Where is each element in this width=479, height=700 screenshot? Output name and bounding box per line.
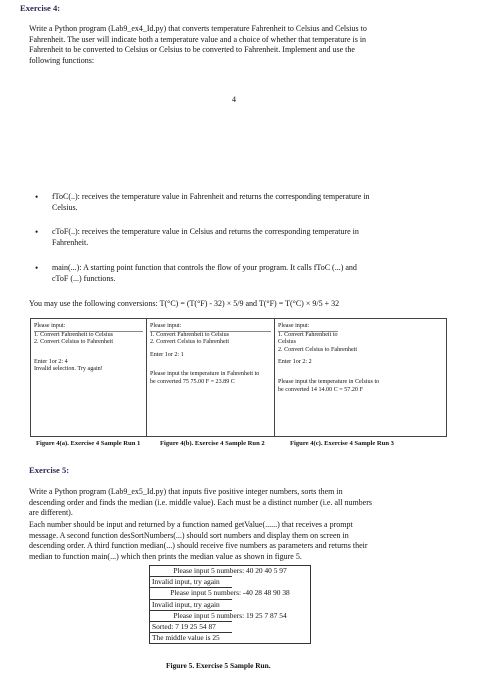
- console-line: Please input:: [34, 323, 66, 329]
- para-line: descending order. A third function median(...) should receive five numbers as parameters and returns their: [29, 541, 368, 551]
- bullet-main: [35, 263, 438, 284]
- run-line: Invalid input, try again: [150, 576, 232, 588]
- run-line: Please input 5 numbers: -40 28 48 90 38: [170, 588, 290, 598]
- run-line: Please input 5 numbers: 19 25 7 87 54: [173, 610, 287, 620]
- bullet-ftoc: [35, 192, 438, 213]
- console-line: 1. Convert Fahrenheit to Celsius: [150, 331, 271, 340]
- figure-4a-caption: Figure 4(a). Exercise 4 Sample Run 1: [36, 440, 141, 447]
- intro-line: Fahrenheit to be converted to Celsius or Celsius to be converted to Fahrenheit. Implement and use the: [29, 45, 355, 55]
- console-line: be converted 14 14.00 C = 57.20 F: [278, 386, 363, 393]
- bullet-line: cToF (...) functions.: [52, 273, 116, 283]
- run-line: Invalid input, try again: [150, 599, 232, 611]
- run-line: The middle value is 25: [150, 633, 248, 644]
- figure-5-caption: Figure 5. Exercise 5 Sample Run.: [166, 661, 271, 670]
- bullet-line: main(...): A starting point function that controls the flow of your program. It calls fToC (...) and: [52, 263, 357, 272]
- console-line: 1. Convert Fahrenheit to Celsius: [278, 331, 338, 346]
- bullet-dot: •: [35, 227, 39, 237]
- para-line: Each number should be input and returned by a function named getValue(......) that receives a prompt: [29, 520, 353, 529]
- bullet-line: fToC(..): receives the temperature value in Fahrenheit and returns the corresponding temperature in: [52, 192, 370, 201]
- exercise-4-intro: [29, 24, 449, 66]
- para-line: median to function main(...) which then prints the median value as shown in figure 5.: [29, 551, 302, 561]
- conversion-formula: You may use the following conversions: T(°C) = (T(°F) - 32) × 5/9 and T(°F) = T(°C) × 9/5 + 32: [29, 299, 340, 308]
- console-line: [34, 347, 143, 359]
- figure-4b-box: [146, 318, 275, 437]
- intro-line: Write a Python program (Lab9_ex4_Id.py) that converts temperature Fahrenheit to Celsius and Celsius to: [29, 24, 367, 33]
- console-line: Please input:: [150, 323, 182, 329]
- console-line: 2. Convert Celsius to Fahrenheit: [150, 339, 230, 346]
- bullet-ctof: [35, 227, 438, 248]
- console-line: be converted 75 75.00 F = 23.89 C: [150, 378, 235, 385]
- para-line: descending order and finds the median (i.e. middle value). Each must be a distinct number (i.e. all numbers: [29, 497, 373, 507]
- para-line: Write a Python program (Lab9_ex5_Id.py) that inputs five positive integer numbers, sorts them in: [29, 487, 343, 496]
- run-line: Please input 5 numbers: 40 20 40 5 97: [173, 566, 287, 575]
- console-line: [150, 359, 271, 371]
- bullet-line: cToF(..): receives the temperature value in Celsius and returns the corresponding temperature in: [52, 227, 359, 236]
- figure-4c-caption: Figure 4(c). Exercise 4 Sample Run 3: [290, 440, 394, 447]
- intro-line: following functions:: [29, 55, 95, 65]
- bullet-dot: •: [35, 192, 39, 202]
- figure-5-box: [149, 565, 311, 644]
- console-line: 2. Convert Celsius to Fahrenheit: [278, 346, 358, 353]
- console-line: Please input:: [278, 323, 310, 329]
- exercise-5-para2: [29, 520, 449, 562]
- bullet-line: Celsius.: [52, 202, 78, 212]
- intro-line: Fahrenheit. The user will indicate both a temperature value and a choice of whether that temperature is in: [29, 34, 367, 44]
- para-line: are different).: [29, 508, 73, 518]
- run-line: Sorted: 7 19 25 54 87: [150, 621, 232, 633]
- figure-4c-box: [274, 318, 447, 437]
- console-line: 2. Convert Celsius to Fahrenheit: [34, 339, 114, 346]
- page-number: 4: [232, 95, 236, 104]
- console-line: Invalid selection. Try again!: [34, 366, 103, 373]
- bullet-dot: •: [35, 263, 39, 273]
- exercise-5-para1: [29, 487, 449, 519]
- console-line: [278, 367, 443, 379]
- figure-4a-box: [30, 318, 147, 437]
- console-line: Please input the temperature in Fahrenheit to: [150, 371, 260, 378]
- console-line: Enter 1or 2: 2: [278, 359, 312, 366]
- bullet-line: Fahrenheit.: [52, 237, 89, 247]
- figure-4b-caption: Figure 4(b). Exercise 4 Sample Run 2: [160, 440, 265, 447]
- exercise-4-heading: Exercise 4:: [20, 3, 61, 13]
- console-line: Enter 1or 2: 4: [34, 358, 68, 365]
- exercise-5-heading: Exercise 5:: [29, 465, 70, 475]
- console-line: Please input the temperature in Celsius to: [278, 378, 380, 385]
- para-line: message. A second function desSortNumbers(...) should sort numbers and display them on screen in: [29, 530, 349, 540]
- console-line: Enter 1or 2: 1: [150, 351, 184, 358]
- console-line: 1. Convert Fahrenheit to Celsius: [34, 331, 143, 340]
